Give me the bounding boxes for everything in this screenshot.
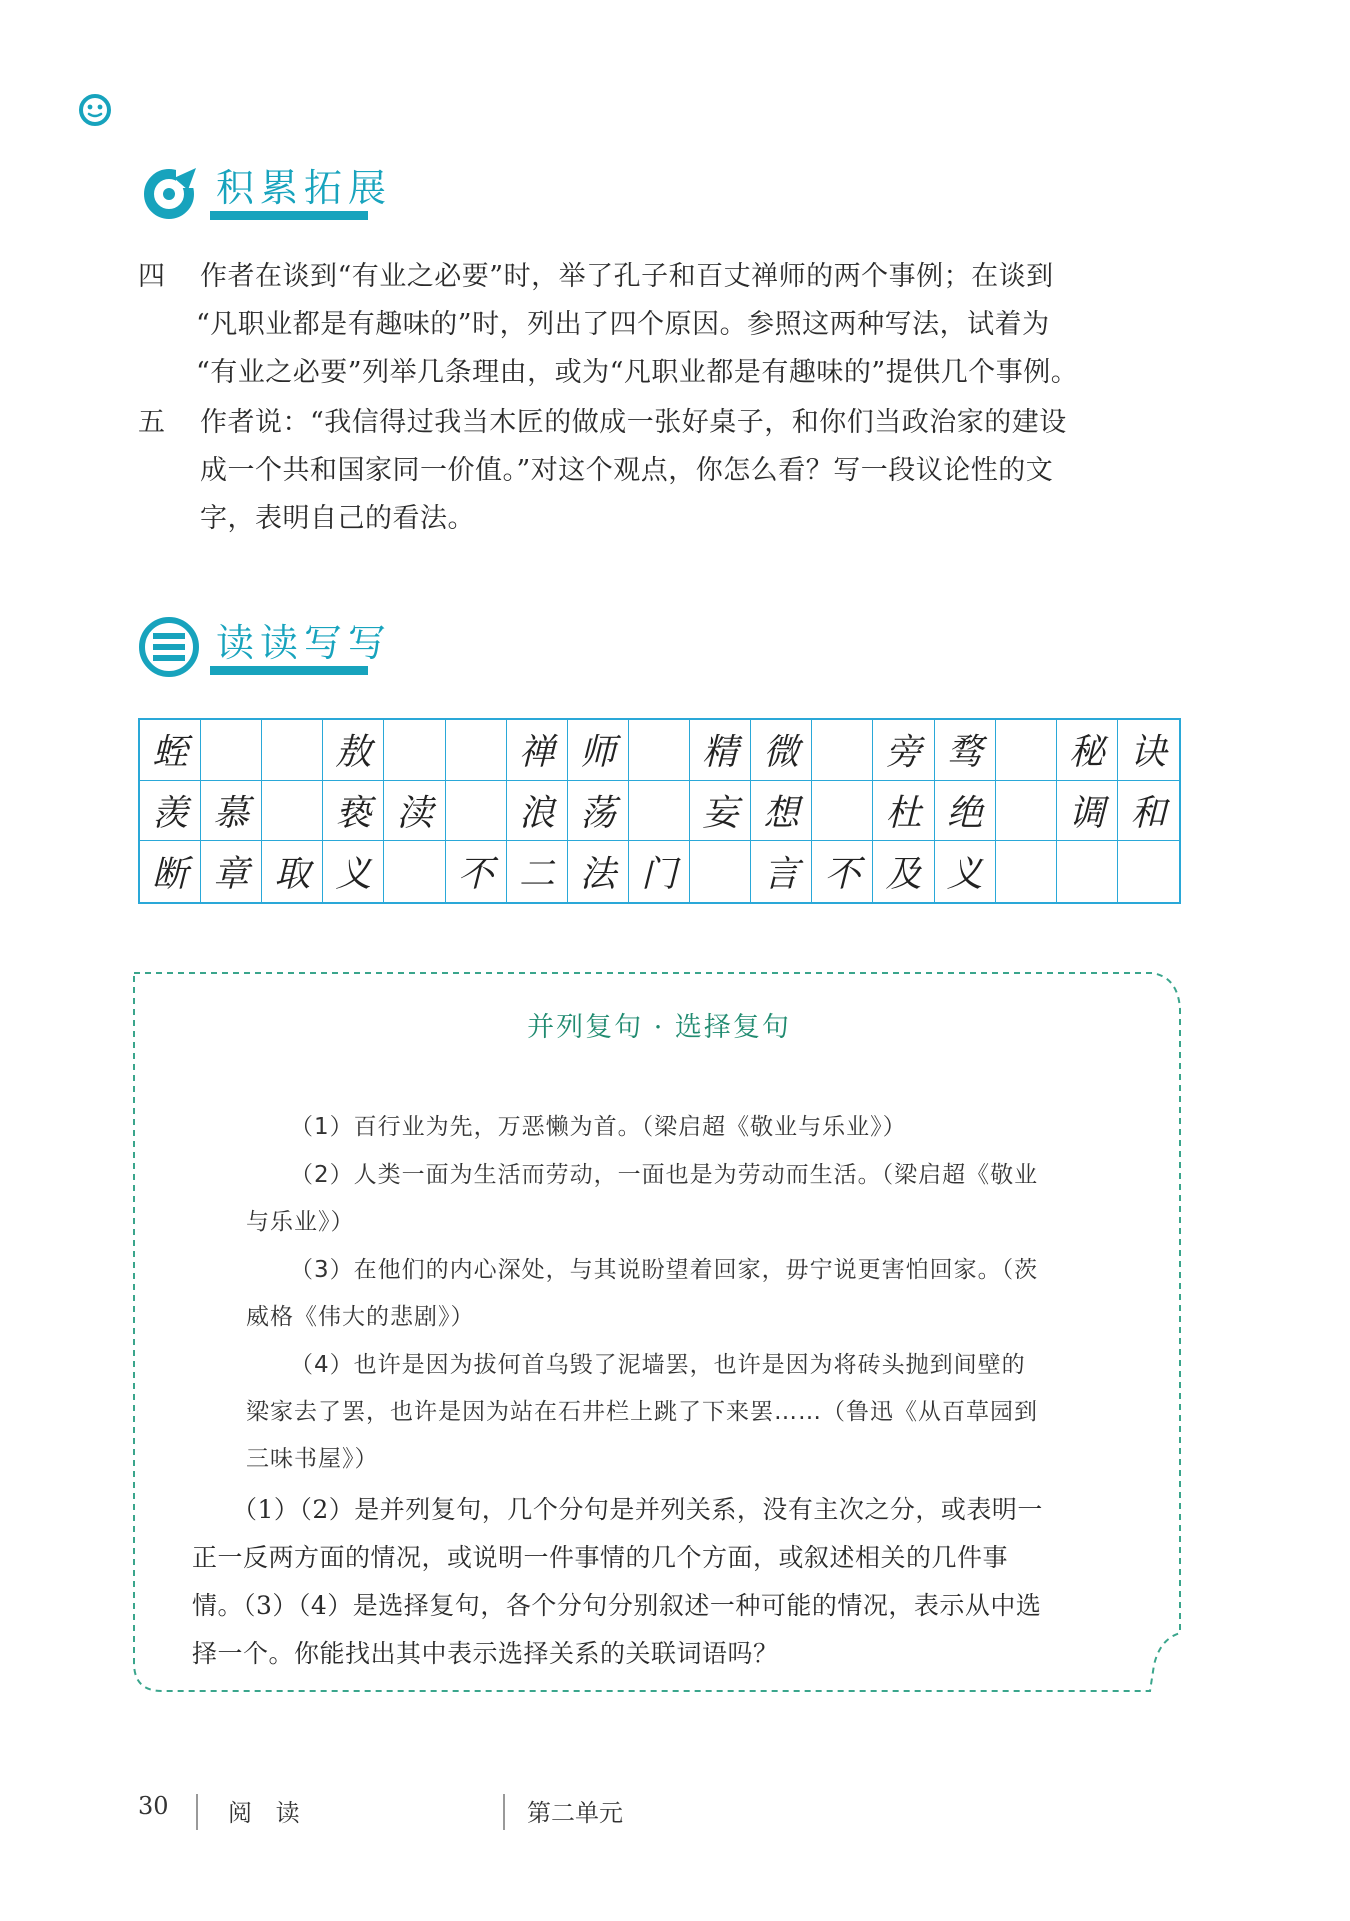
question-line: 作者在谈到“有业之必要”时，举了孔子和百丈禅师的两个事例；在谈到: [200, 261, 1054, 292]
grid-cell: 敖: [323, 720, 384, 781]
example-line: （1）百行业为先，万恶懒为首。（梁启超《敬业与乐业》）: [290, 1114, 907, 1140]
section-title: 积累拓展: [216, 166, 393, 210]
grid-cell: 取: [262, 841, 323, 902]
question-number: 四: [138, 261, 165, 292]
explanation-line: 正一反两方面的情况，或说明一件事情的几个方面，或叙述相关的几件事: [192, 1543, 1009, 1572]
grid-cell: [384, 720, 445, 781]
grid-cell: 羡: [140, 781, 201, 842]
page-number: 30: [138, 1792, 169, 1820]
question-number: 五: [138, 407, 165, 438]
grid-cell: 浪: [507, 781, 568, 842]
grid-cell: 不: [812, 841, 873, 902]
grid-cell: 亵: [323, 781, 384, 842]
grid-cell: 章: [201, 841, 262, 902]
example-line: （2）人类一面为生活而劳动，一面也是为劳动而生活。（梁启超《敬业: [290, 1162, 1039, 1188]
grid-cell: [446, 720, 507, 781]
section-accumulate-heading: [138, 155, 393, 230]
grid-cell: 荡: [568, 781, 629, 842]
explanation-line: 择一个。你能找出其中表示选择关系的关联词语吗？: [192, 1639, 779, 1668]
grid-cell: [262, 720, 323, 781]
grid-cell: 言: [751, 841, 812, 902]
grid-cell: [690, 841, 751, 902]
question-line: “凡职业都是有趣味的”时，列出了四个原因。参照这两种写法，试着为: [196, 309, 1050, 340]
grid-cell: [996, 781, 1057, 842]
grid-cell: [446, 781, 507, 842]
grid-cell: [262, 781, 323, 842]
section-title-underline: [210, 211, 368, 220]
grid-cell: 妄: [690, 781, 751, 842]
grid-cell: 门: [629, 841, 690, 902]
footer-divider: [503, 1794, 505, 1830]
grid-cell: [384, 841, 445, 902]
grid-cell: [812, 720, 873, 781]
grid-cell: 师: [568, 720, 629, 781]
example-line: （4）也许是因为拔何首乌毁了泥墙罢，也许是因为将砖头抛到间壁的: [290, 1352, 1026, 1378]
example-line: 与乐业》）: [246, 1209, 355, 1235]
grid-cell: 骛: [935, 720, 996, 781]
section-title: 读读写写: [216, 621, 393, 665]
grid-cell: 秘: [1057, 720, 1118, 781]
grid-cell: 渎: [384, 781, 445, 842]
grid-cell: 精: [690, 720, 751, 781]
grid-cell: [1057, 841, 1118, 902]
grid-cell: 不: [446, 841, 507, 902]
grid-cell: 想: [751, 781, 812, 842]
smiley-face-icon: [78, 93, 112, 127]
grid-cell: 禅: [507, 720, 568, 781]
grid-cell: [629, 781, 690, 842]
grid-cell: [201, 720, 262, 781]
grid-cell: 断: [140, 841, 201, 902]
explanation-line: （1）（2）是并列复句，几个分句是并列关系，没有主次之分，或表明一: [232, 1495, 1043, 1524]
grid-cell: 绝: [935, 781, 996, 842]
footer-section-label: 阅 读: [228, 1799, 308, 1827]
grid-cell: [1118, 841, 1179, 902]
grid-cell: 义: [323, 841, 384, 902]
grid-cell: [996, 841, 1057, 902]
grid-cell: [812, 781, 873, 842]
section-read-write-heading: [138, 612, 393, 687]
grid-cell: 慕: [201, 781, 262, 842]
list-lines-icon: [138, 616, 200, 678]
question-line: 字，表明自己的看法。: [200, 503, 475, 534]
grid-cell: 义: [935, 841, 996, 902]
example-line: 三味书屋》）: [246, 1446, 379, 1472]
section-title-underline: [210, 666, 368, 675]
vocabulary-grid: [138, 718, 1181, 904]
example-line: 梁家去了罢，也许是因为站在石井栏上跳了下来罢……（鲁迅《从百草园到: [246, 1399, 1038, 1425]
grid-cell: [996, 720, 1057, 781]
grid-cell: 旁: [873, 720, 934, 781]
grid-cell: 二: [507, 841, 568, 902]
question-line: 成一个共和国家同一价值。”对这个观点，你怎么看？写一段议论性的文: [200, 455, 1054, 486]
grid-cell: 蛭: [140, 720, 201, 781]
grid-cell: 诀: [1118, 720, 1179, 781]
grid-cell: 和: [1118, 781, 1179, 842]
grid-cell: [629, 720, 690, 781]
grid-cell: 及: [873, 841, 934, 902]
question-line: 作者说：“我信得过我当木匠的做成一张好桌子，和你们当政治家的建设: [200, 407, 1067, 438]
footer-unit-label: 第二单元: [527, 1799, 623, 1827]
explanation-line: 情。（3）（4）是选择复句，各个分句分别叙述一种可能的情况，表示从中选: [192, 1591, 1042, 1620]
knowledge-box-title: 并列复句 · 选择复句: [527, 1012, 791, 1043]
grid-cell: 法: [568, 841, 629, 902]
grid-cell: 调: [1057, 781, 1118, 842]
grid-cell: 杜: [873, 781, 934, 842]
example-line: 威格《伟大的悲剧》）: [246, 1304, 475, 1330]
refresh-arrow-icon: [138, 160, 200, 222]
question-line: “有业之必要”列举几条理由，或为“凡职业都是有趣味的”提供几个事例。: [196, 357, 1079, 388]
example-line: （3）在他们的内心深处，与其说盼望着回家，毋宁说更害怕回家。（茨: [290, 1257, 1039, 1283]
footer-divider: [196, 1794, 198, 1830]
grid-cell: 微: [751, 720, 812, 781]
